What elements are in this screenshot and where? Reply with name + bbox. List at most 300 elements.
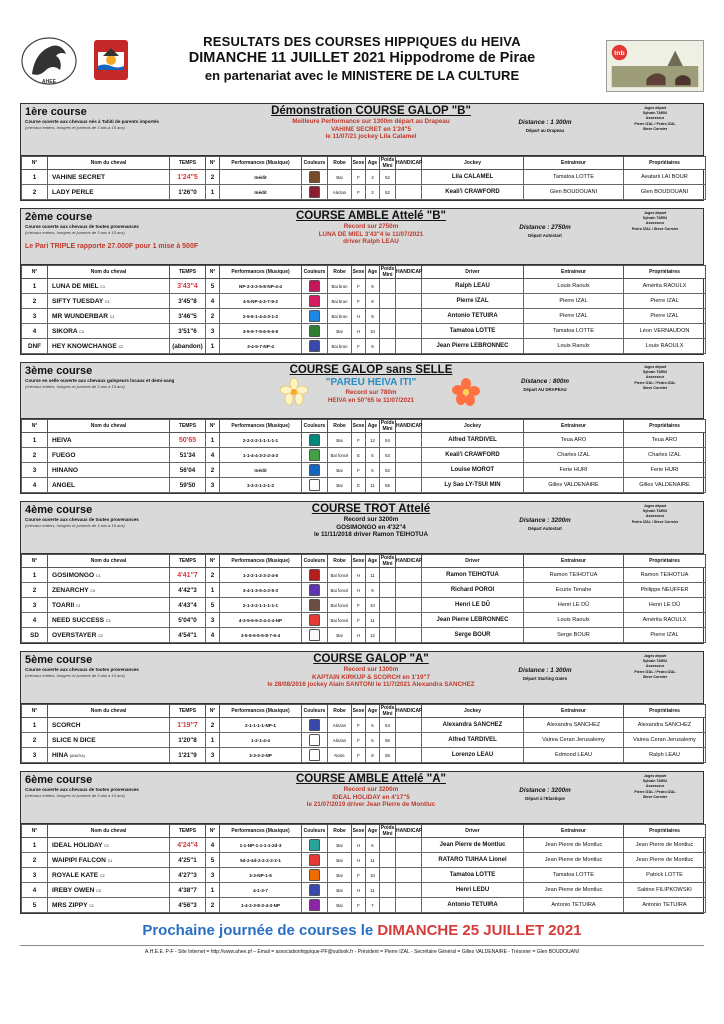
cell-rider: Antonio TETUIRA [422, 898, 524, 913]
horse-category: C2 [118, 344, 124, 349]
cell-trainer: Tamatoa LOTTE [524, 868, 624, 883]
race-record-line: KAPTAIN KIRKUP & SCORCH en 1'19"7 [312, 673, 430, 681]
col-horse-name: Nom du cheval [48, 705, 170, 718]
col-horse-name: Nom du cheval [48, 266, 170, 279]
horse-name: IDEAL HOLIDAY [52, 841, 103, 849]
table-row [22, 883, 706, 898]
cell-age: 11 [366, 853, 380, 868]
cell-sex: F [352, 339, 366, 354]
race-record-line: IDEAL HOLIDAY en 4'17"5 [332, 793, 410, 801]
horse-category: C1 [100, 284, 105, 289]
cell-number: 3 [206, 748, 220, 763]
tahiti-seal-icon [84, 38, 138, 82]
cell-coat: Bai [328, 478, 352, 493]
race-judge-line: Sylvain TARIU [642, 509, 668, 514]
cell-sex: F [352, 748, 366, 763]
jockey-silks-icon [309, 434, 320, 446]
cell-trainer: Alexandra SANCHEZ [524, 718, 624, 733]
race-eligibility: (chevaux entiers, hongres et juments de 3 ans à 15 ans) [25, 673, 125, 678]
col-coat: Robe [328, 420, 352, 433]
jockey-silks-icon [309, 899, 320, 911]
race-judge-line: Juges départ [643, 774, 667, 778]
col-position: N° [22, 157, 48, 170]
cell-handicap [396, 718, 422, 733]
cell-weight: 56 [380, 733, 396, 748]
race-header [21, 772, 703, 824]
cell-age: 10 [366, 598, 380, 613]
cell-position: 3 [22, 463, 48, 478]
cell-age: 9 [366, 279, 380, 294]
cell-coat: Bai [328, 838, 352, 853]
race-title: 4ème course [25, 504, 93, 516]
race-judge-line: Assesseur [645, 514, 665, 519]
cell-trainer: Tamatoa LOTTE [524, 324, 624, 339]
cell-performances: Inédit [220, 185, 302, 200]
jockey-silks-icon [309, 449, 320, 461]
next-race-date: DIMANCHE 25 JUILLET 2021 [377, 922, 582, 939]
col-coat: Robe [328, 157, 352, 170]
cell-owner: Amérita RAOULX [624, 613, 706, 628]
col-age: Age [366, 555, 380, 568]
cell-age: 5 [366, 718, 380, 733]
results-page [20, 28, 704, 955]
col-time: TEMPS [170, 157, 206, 170]
col-trainer: Entraineur [524, 420, 624, 433]
cell-horse-name [48, 568, 170, 583]
race-type [251, 105, 491, 117]
cell-sex: E [352, 448, 366, 463]
cell-coat: Bai [328, 868, 352, 883]
col-coat: Robe [328, 825, 352, 838]
horse-name: OVERSTAYER [52, 631, 97, 639]
race-record-line: le 11/07/21 jockey Lila Calamel [325, 133, 417, 141]
cell-coat: Bai [328, 628, 352, 643]
col-sex: Sexe [352, 555, 366, 568]
cell-position: 4 [22, 324, 48, 339]
col-colors: Couleurs [302, 420, 328, 433]
race-header [21, 104, 703, 156]
cell-weight [380, 339, 396, 354]
col-handicap: HANDICAP [396, 705, 422, 718]
race-conditions: Course ouverte aux chevaux de toutes provenances [25, 224, 139, 229]
cell-horse-name [48, 463, 170, 478]
table-row [22, 718, 706, 733]
cell-coat: Bai foncé [328, 448, 352, 463]
race-judge-line: Juges départ [643, 106, 667, 110]
cell-handicap [396, 853, 422, 868]
cell-position: DNF [22, 339, 48, 354]
cell-coat: Alezan [328, 733, 352, 748]
cell-performances: 5d-2-4d-2-2-2-2-2-1 [220, 853, 302, 868]
race-judge-line: Sylvain TARIU [642, 111, 668, 116]
table-row [22, 733, 706, 748]
race-eligibility: (chevaux entiers, hongres et juments de 3 ans à 15 ans) [25, 125, 125, 130]
horse-name: SCORCH [52, 721, 81, 729]
cell-owner: Pierre IZAL [624, 294, 706, 309]
svg-text:tnb: tnb [614, 49, 625, 57]
horse-category: C1 [76, 603, 81, 608]
race-distance-box [499, 119, 591, 133]
race-judge-line: Pedro IZAL / Steve Cormier [631, 519, 679, 524]
cell-weight [380, 583, 396, 598]
col-position: N° [22, 420, 48, 433]
col-colors: Couleurs [302, 705, 328, 718]
race-start-type: Départ au Drapeau [525, 128, 565, 133]
cell-owner: Pierre IZAL [624, 309, 706, 324]
cell-horse-name [48, 324, 170, 339]
table-row [22, 339, 706, 354]
cell-time: (abandon) [170, 339, 206, 354]
cell-colors [302, 628, 328, 643]
cell-weight: 55 [380, 478, 396, 493]
col-weight: Poids Mini [380, 157, 395, 169]
race-judge-line: Pierre IZAL / Pedro IZAL [634, 121, 676, 126]
horse-name: MRS ZIPPY [52, 901, 88, 909]
cell-colors [302, 478, 328, 493]
race-block [20, 208, 704, 355]
jockey-silks-icon [309, 569, 320, 581]
race-judge-line: Assesseur [645, 221, 665, 226]
cell-handicap [396, 868, 422, 883]
horse-name: ROYALE KATE [52, 871, 99, 879]
cell-owner: Glen BOUDOUANI [624, 185, 706, 200]
race-judge-line: Assesseur [645, 116, 665, 121]
race-start-type: Départ à l'Elastique [525, 796, 565, 801]
cell-trainer: Louis Raoulx [524, 339, 624, 354]
cell-weight: 54 [380, 433, 396, 448]
race-type [251, 210, 491, 222]
race-type [251, 364, 491, 376]
cell-horse-name [48, 718, 170, 733]
horse-name: VAHINE SECRET [52, 173, 106, 181]
cell-age: 11 [366, 883, 380, 898]
col-trainer: Entraineur [524, 157, 624, 170]
race-title: 5ème course [25, 654, 93, 666]
cell-owner: Ralph LEAU [624, 748, 706, 763]
table-row [22, 478, 706, 493]
col-colors: Couleurs [302, 825, 328, 838]
col-sex: Sexe [352, 825, 366, 838]
race-type-name: COURSE AMBLE Attelé "A" [296, 773, 446, 785]
cell-position: 1 [22, 718, 48, 733]
cell-horse-name [48, 598, 170, 613]
col-position: N° [22, 825, 48, 838]
col-owner: Propriétaires [624, 420, 706, 433]
col-age: Age [366, 420, 380, 433]
col-rider: Jockey [422, 420, 524, 433]
cell-time: 3'45"8 [170, 294, 206, 309]
cell-coat: Alezan [328, 185, 352, 200]
race-judge-line: Assesseur [645, 784, 665, 789]
cell-owner: Teua ARO [624, 433, 706, 448]
cell-position: 3 [22, 868, 48, 883]
cell-position: 4 [22, 883, 48, 898]
col-coat: Robe [328, 555, 352, 568]
cell-sex: F [352, 718, 366, 733]
cell-performances: 3-4-5-7-NP-4 [220, 339, 302, 354]
race-judge-line: Steve Cormier [642, 794, 668, 799]
horse-name: HINA [52, 751, 68, 759]
cell-position: 1 [22, 433, 48, 448]
race-start-type: Départ AU DRAPEAU [523, 387, 567, 392]
cell-colors [302, 279, 328, 294]
col-number: N° [206, 555, 220, 568]
cell-sex: H [352, 883, 366, 898]
col-handicap: HANDICAP [396, 825, 422, 838]
col-trainer: Entraineur [524, 555, 624, 568]
cell-weight [380, 568, 396, 583]
cell-weight [380, 613, 396, 628]
results-table [21, 554, 706, 643]
cell-handicap [396, 448, 422, 463]
horse-name: SIFTY TUESDAY [52, 297, 104, 305]
col-time: TEMPS [170, 266, 206, 279]
horse-name: HEIVA [52, 436, 72, 444]
cell-sex: H [352, 853, 366, 868]
col-number: N° [206, 420, 220, 433]
cell-horse-name [48, 613, 170, 628]
cell-coat: Bai [328, 324, 352, 339]
col-sex: Sexe [352, 420, 366, 433]
cell-handicap [396, 463, 422, 478]
cell-position: 1 [22, 568, 48, 583]
col-handicap: HANDICAP [396, 157, 422, 170]
col-rider: Jockey [422, 705, 524, 718]
col-handicap: HANDICAP [396, 420, 422, 433]
jockey-silks-icon [309, 171, 320, 183]
race-record-line: driver Ralph LEAU [343, 238, 399, 246]
cell-weight [380, 853, 396, 868]
cell-sex: F [352, 598, 366, 613]
cell-horse-name [48, 279, 170, 294]
jockey-silks-icon [309, 186, 320, 198]
cell-performances: NP-2-3-2-5-8-NP-4-4 [220, 279, 302, 294]
cell-trainer: Louis Raoulx [524, 613, 624, 628]
cell-colors [302, 718, 328, 733]
race-block [20, 771, 704, 914]
cell-sex: H [352, 583, 366, 598]
results-table [21, 265, 706, 354]
cell-age: 6 [366, 463, 380, 478]
race-eligibility: (chevaux entiers, hongres et juments de 3 ans à 15 ans) [25, 523, 125, 528]
cell-rider: RATARO TUIHAA Lionel [422, 853, 524, 868]
cell-performances: 4-5-NP-4-3-7-9-2 [220, 294, 302, 309]
cell-trainer: Ferie HURI [524, 463, 624, 478]
cell-rider: Jean Pierre de Montluc [422, 838, 524, 853]
jockey-silks-icon [309, 869, 320, 881]
horse-name: FUEGO [52, 451, 76, 459]
col-performances: Performances (Musique) [220, 555, 302, 568]
horse-name: LUNA DE MIEL [52, 282, 99, 290]
cell-sex: F [352, 185, 366, 200]
col-position: N° [22, 266, 48, 279]
col-trainer: Entraineur [524, 266, 624, 279]
cell-handicap [396, 898, 422, 913]
cell-performances: 1-1-NP-1-1-1-1-2d-3 [220, 838, 302, 853]
cell-rider: Lila CALAMEL [422, 170, 524, 185]
cell-age: 9 [366, 583, 380, 598]
table-header-row [22, 266, 706, 279]
jockey-silks-icon [309, 340, 320, 352]
cell-age: 11 [366, 613, 380, 628]
cell-number: 4 [206, 628, 220, 643]
cell-rider: Ralph LEAU [422, 279, 524, 294]
cell-performances: 1-4-2-3-8-3-4-3-NP [220, 898, 302, 913]
col-owner: Propriétaires [624, 157, 706, 170]
cell-coat: Bai brun [328, 294, 352, 309]
cell-trainer: Serge BOUR [524, 628, 624, 643]
cell-age: 11 [366, 568, 380, 583]
horse-name: SLICE N DICE [52, 736, 96, 744]
race-judges [607, 654, 703, 680]
race-record-line: Record sur 3200m [343, 786, 399, 793]
cell-sex: H [352, 568, 366, 583]
cell-trainer: Louis Raoulx [524, 279, 624, 294]
cell-weight [380, 868, 396, 883]
cell-age: 12 [366, 628, 380, 643]
race-eligibility: (chevaux entiers, hongres et juments de 3 ans à 15 ans) [25, 384, 125, 389]
cell-horse-name [48, 433, 170, 448]
cell-horse-name [48, 339, 170, 354]
cell-owner: Amérita RAOULX [624, 279, 706, 294]
cell-trainer: Pierre IZAL [524, 294, 624, 309]
col-owner: Propriétaires [624, 555, 706, 568]
cell-trainer: Jean Pierre de Montluc [524, 853, 624, 868]
race-block [20, 651, 704, 764]
cell-coat: Bai [328, 898, 352, 913]
cell-performances: 3-5-5-6-5-5-8-7-6-4 [220, 628, 302, 643]
cell-number: 2 [206, 170, 220, 185]
cell-weight [380, 838, 396, 853]
cell-rider: Tamatoa LOTTE [422, 324, 524, 339]
cell-trainer: Jean Pierre de Montluc [524, 838, 624, 853]
cell-performances: 3-3-NP-1-5 [220, 868, 302, 883]
cell-rider: Serge BOUR [422, 628, 524, 643]
cell-number: 2 [206, 463, 220, 478]
cell-age: 8 [366, 748, 380, 763]
race-type-name: COURSE GALOP sans SELLE [289, 364, 453, 376]
col-sex: Sexe [352, 266, 366, 279]
jockey-silks-icon [309, 599, 320, 611]
jockey-silks-icon [309, 479, 320, 491]
cell-weight [380, 279, 396, 294]
cell-position: 3 [22, 598, 48, 613]
cell-performances: 2-1-3-2-1-1-1-1-1 [220, 598, 302, 613]
cell-handicap [396, 339, 422, 354]
tnb-logo-icon [606, 40, 704, 92]
race-distance: Distance : 2750m [519, 224, 571, 231]
cell-position: 2 [22, 294, 48, 309]
cell-position: 2 [22, 583, 48, 598]
col-handicap: HANDICAP [396, 555, 422, 568]
race-distance-box [499, 224, 591, 238]
race-event-name: "PAREU HEIVA ITI" [325, 377, 417, 388]
cell-time: 5'04"0 [170, 613, 206, 628]
race-judges [607, 504, 703, 525]
jockey-silks-icon [309, 310, 320, 322]
cell-number: 3 [206, 613, 220, 628]
cell-owner: Léon VERNAUDON [624, 324, 706, 339]
cell-trainer: Antonio TETUIRA [524, 898, 624, 913]
race-record-line: HEIVA en 50"65 le 11/07/2021 [327, 396, 415, 404]
cell-number: 1 [206, 883, 220, 898]
cell-performances: 1-2-1-4-4 [220, 733, 302, 748]
race-judge-line: Steve Cormier [642, 674, 668, 679]
cell-horse-name [48, 583, 170, 598]
cell-colors [302, 463, 328, 478]
race-judges [607, 774, 703, 800]
cell-sex: F [352, 279, 366, 294]
cell-trainer: Teua ARO [524, 433, 624, 448]
cell-weight: 52 [380, 185, 396, 200]
cell-handicap [396, 583, 422, 598]
cell-position: 4 [22, 613, 48, 628]
cell-horse-name [48, 309, 170, 324]
cell-age: 7 [366, 898, 380, 913]
cell-weight: 54 [380, 718, 396, 733]
cell-age: 3 [366, 170, 380, 185]
cell-time: 4'54"1 [170, 628, 206, 643]
col-time: TEMPS [170, 555, 206, 568]
col-performances: Performances (Musique) [220, 825, 302, 838]
cell-horse-name [48, 478, 170, 493]
col-weight: Poids Mini [380, 266, 395, 278]
race-block [20, 501, 704, 644]
cell-colors [302, 309, 328, 324]
cell-number: 1 [206, 339, 220, 354]
cell-handicap [396, 433, 422, 448]
cell-colors [302, 324, 328, 339]
cell-performances: 2-1-1-1-1-NP-1 [220, 718, 302, 733]
horse-category: C3 [105, 618, 111, 623]
race-record-line: le 28/08/2016 jockey Alain SANTONI le 11/7/2021 Alexandra SANCHEZ [267, 681, 475, 689]
cell-sex: F [352, 433, 366, 448]
jockey-silks-icon [309, 295, 320, 307]
cell-rider: Alexandra SANCHEZ [422, 718, 524, 733]
col-horse-name: Nom du cheval [48, 825, 170, 838]
col-owner: Propriétaires [624, 266, 706, 279]
table-row [22, 433, 706, 448]
table-row [22, 748, 706, 763]
cell-handicap [396, 568, 422, 583]
cell-handicap [396, 324, 422, 339]
cell-performances: Inédit [220, 170, 302, 185]
race-record-line: Record sur 780m [345, 389, 397, 396]
cell-owner: Pierre IZAL [624, 628, 706, 643]
col-horse-name: Nom du cheval [48, 420, 170, 433]
cell-sex: H [352, 838, 366, 853]
cell-trainer: Edmond LEAU [524, 748, 624, 763]
cell-colors [302, 185, 328, 200]
table-row [22, 185, 706, 200]
cell-colors [302, 883, 328, 898]
cell-position: 2 [22, 448, 48, 463]
races-list [20, 103, 704, 914]
cell-weight: 52 [380, 170, 396, 185]
race-distance-box [499, 378, 591, 392]
race-record-line: Record sur 1300m [343, 666, 399, 673]
cell-handicap [396, 883, 422, 898]
cell-rider: Ramon TEIHOTUA [422, 568, 524, 583]
cell-number: 3 [206, 868, 220, 883]
cell-rider: Henri LE DÛ [422, 598, 524, 613]
table-row [22, 853, 706, 868]
jockey-silks-icon [309, 734, 320, 746]
horse-category: C1 [109, 314, 115, 319]
cell-position: 2 [22, 853, 48, 868]
cell-time: 4'42"3 [170, 583, 206, 598]
col-number: N° [206, 705, 220, 718]
